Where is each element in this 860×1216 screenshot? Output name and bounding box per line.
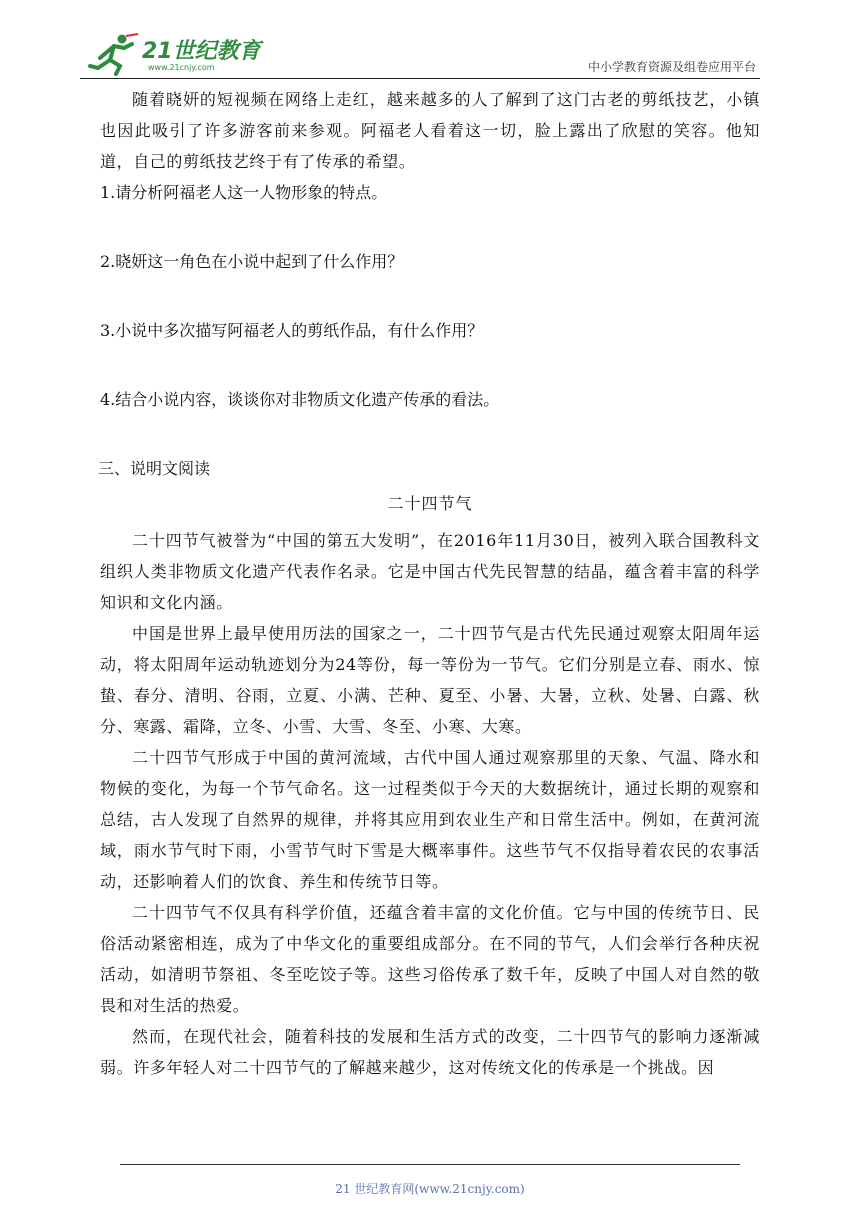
story-ending-paragraph: 随着晓妍的短视频在网络上走红，越来越多的人了解到了这门古老的剪纸技艺，小镇也因此吸引了许多游客前来参观。阿福老人看着这一切，脸上露出了欣慰的笑容。他知道，自己的剪纸技艺终于有了传承的希望。 xyxy=(100,90,760,171)
brand-name: 21世纪教育 xyxy=(142,39,261,64)
brand-url: www.21cnjy.com xyxy=(148,63,215,72)
question-3: 3.小说中多次描写阿福老人的剪纸作品，有什么作用？ xyxy=(100,321,484,340)
question-2: 2.晓妍这一角色在小说中起到了什么作用？ xyxy=(100,252,404,271)
logo xyxy=(86,32,286,76)
page-content xyxy=(100,84,760,1083)
article-paragraph: 二十四节气不仅具有科学价值，还蕴含着丰富的文化价值。它与中国的传统节日、民俗活动紧密相连，成为了中华文化的重要组成部分。在不同的节气，人们会举行各种庆祝活动，如清明节祭祖、冬至吃饺子等。这些习俗传承了数千年，反映了中国人对自然的敬畏和对生活的热爱。 xyxy=(100,903,760,1015)
platform-tagline: 中小学教育资源及组卷应用平台 xyxy=(587,60,756,74)
question-4: 4.结合小说内容，谈谈你对非物质文化遗产传承的看法。 xyxy=(100,390,500,409)
section-heading: 三、说明文阅读 xyxy=(98,459,211,478)
article-paragraph: 二十四节气被誉为“中国的第五大发明”，在2016年11月30日，被列入联合国教科文组织人类非物质文化遗产代表作名录。它是中国古代先民智慧的结晶，蕴含着丰富的科学知识和文化内涵。 xyxy=(100,531,760,612)
footer-divider xyxy=(120,1164,740,1165)
running-figure-icon xyxy=(86,32,142,76)
article-paragraph: 二十四节气形成于中国的黄河流域，古代中国人通过观察那里的天象、气温、降水和物候的变化，为每一个节气命名。这一过程类似于今天的大数据统计，通过长期的观察和总结，古人发现了自然界的规律，并将其应用到农业生产和日常生活中。例如，在黄河流域，雨水节气时下雨，小雪节气时下雪是大概率事件。这些节气不仅指导着农民的农事活动，还影响着人们的饮食、养生和传统节日等。 xyxy=(100,748,760,891)
question-1: 1.请分析阿福老人这一人物形象的特点。 xyxy=(100,183,388,202)
article-paragraph: 中国是世界上最早使用历法的国家之一，二十四节气是古代先民通过观察太阳周年运动，将太阳周年运动轨迹划分为24等份，每一等份为一节气。它们分别是立春、雨水、惊蛰、春分、清明、谷雨，立夏、小满、芒种、夏至、小暑、大暑，立秋、处暑、白露、秋分、寒露、霜降，立冬、小雪、大雪、冬至、小寒、大寒。 xyxy=(100,624,760,736)
article-paragraph: 然而，在现代社会，随着科技的发展和生活方式的改变，二十四节气的影响力逐渐减弱。许多年轻人对二十四节气的了解越来越少，这对传统文化的传承是一个挑战。因 xyxy=(100,1027,760,1077)
footer-source: 21 世纪教育网(www.21cnjy.com) xyxy=(335,1182,525,1196)
page-header xyxy=(80,30,760,79)
article-title: 二十四节气 xyxy=(387,494,473,513)
